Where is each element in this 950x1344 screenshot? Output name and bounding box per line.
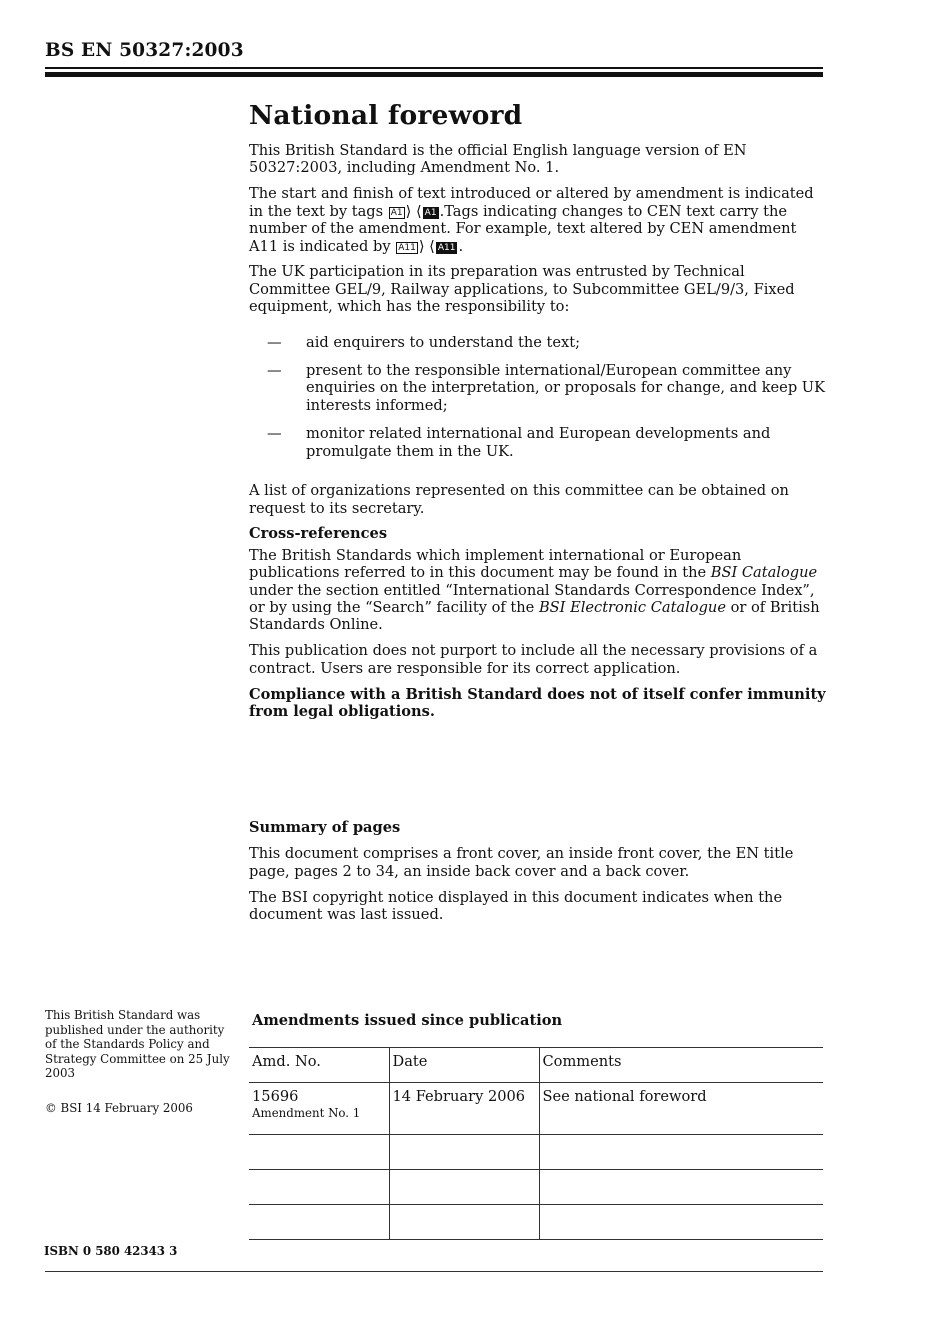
foreword-section bbox=[249, 100, 829, 729]
organizations-paragraph: A list of organizations represented on this committee can be obtained on request to its secretary. bbox=[249, 482, 789, 517]
intro-paragraph: This British Standard is the official English language version of EN 50327:2003, including Amendment No. 1. bbox=[249, 142, 747, 177]
document-code: BS EN 50327:2003 bbox=[45, 40, 244, 61]
crossref-text-c: under the section entitled “International Standards Correspondence Index”, or by using the “Search” facility of the bbox=[249, 581, 815, 617]
summary-heading: Summary of pages bbox=[249, 819, 401, 836]
summary-section bbox=[249, 819, 829, 932]
date-cell: 14 February 2006 bbox=[389, 1083, 539, 1135]
tags-text-middle: .Tags indicating changes to CEN text carry the number of the amendment. For example, text altered by CEN amendment A11 is indicated by bbox=[249, 202, 797, 255]
isbn: ISBN 0 580 42343 3 bbox=[44, 1244, 178, 1258]
contract-paragraph: This publication does not purport to include all the necessary provisions of a contract. Users are responsible for its correct application. bbox=[249, 642, 818, 677]
table-row bbox=[249, 1083, 823, 1135]
compliance-statement: Compliance with a British Standard does not of itself confer immunity from legal obligations. bbox=[249, 685, 826, 721]
empty-cell bbox=[539, 1135, 823, 1170]
column-header-date: Date bbox=[389, 1048, 539, 1083]
bsi-catalogue-title: BSI Catalogue bbox=[710, 564, 818, 582]
committee-paragraph: The UK participation in its preparation was entrusted by Technical Committee GEL/9, Railway applications, to Subcommittee GEL/9/3, Fixed equipment, which has the responsibility to: bbox=[249, 263, 795, 316]
empty-cell bbox=[539, 1205, 823, 1240]
amd-number: 15696 bbox=[252, 1088, 299, 1105]
responsibility-list bbox=[249, 334, 829, 460]
amendment-tags-paragraph: The start and finish of text introduced or altered by amendment is indicated in the text by tags A1 ⟩ ⟨ A1 .Tags indicating changes to CEN text carry the number of the amendment. For example, text altered by CEN amendment A11 is indicated by A11 ⟩ ⟨ A11 . bbox=[249, 185, 814, 255]
copyright-notice-paragraph: The BSI copyright notice displayed in this document indicates when the document was last issued. bbox=[249, 888, 783, 924]
cen-amendment-start-tag-icon: A11 bbox=[398, 242, 416, 253]
list-item bbox=[249, 362, 829, 414]
cen-amendment-end-tag-icon: A11 bbox=[437, 242, 456, 253]
column-header-comments: Comments bbox=[539, 1048, 823, 1083]
tags-text-before: The start and finish of text introduced or altered by amendment is indicated in the text by tags bbox=[249, 185, 814, 220]
empty-cell bbox=[539, 1170, 823, 1205]
list-item-text: monitor related international and European developments and promulgate them in the UK. bbox=[306, 425, 771, 460]
table-row bbox=[249, 1170, 823, 1205]
column-header-amd-no: Amd. No. bbox=[249, 1048, 389, 1083]
list-item bbox=[249, 334, 829, 351]
table-row bbox=[249, 1135, 823, 1170]
bsi-electronic-catalogue-title: BSI Electronic Catalogue bbox=[538, 599, 726, 617]
cross-references-paragraph bbox=[249, 547, 829, 634]
footer-rule bbox=[45, 1271, 823, 1272]
table-header-row bbox=[249, 1048, 823, 1083]
header-rule-thin bbox=[45, 67, 823, 69]
dash-marker: — bbox=[267, 362, 282, 380]
empty-cell bbox=[389, 1135, 539, 1170]
publication-note: This British Standard was published under the authority of the Standards Policy and Strategy Committee on 25 July 2003 bbox=[45, 1008, 230, 1080]
crossref-text-e: or of British Standards Online. bbox=[249, 599, 820, 634]
copyright-line: © BSI 14 February 2006 bbox=[45, 1101, 193, 1115]
amd-label: Amendment No. 1 bbox=[252, 1106, 361, 1120]
empty-cell bbox=[249, 1135, 389, 1170]
dash-marker: — bbox=[267, 425, 282, 443]
amendments-title: Amendments issued since publication bbox=[252, 1012, 563, 1029]
header-rule-thick bbox=[45, 72, 823, 77]
comments-cell: See national foreword bbox=[539, 1083, 823, 1135]
empty-cell bbox=[389, 1205, 539, 1240]
table-row bbox=[249, 1205, 823, 1240]
empty-cell bbox=[249, 1170, 389, 1205]
summary-paragraph: This document comprises a front cover, an inside front cover, the EN title page, pages 2 to 34, an inside back cover and a back cover. bbox=[249, 845, 794, 880]
crossref-text-a: The British Standards which implement international or European publications referred to in this document may be found in the bbox=[249, 546, 742, 582]
amendment-start-tag-icon: A1 bbox=[390, 207, 403, 218]
cross-references-heading: Cross-references bbox=[249, 525, 388, 543]
dash-marker: — bbox=[267, 333, 282, 351]
amd-no-cell bbox=[249, 1083, 389, 1135]
page-title: National foreword bbox=[249, 100, 523, 131]
list-item bbox=[249, 425, 829, 460]
empty-cell bbox=[249, 1205, 389, 1240]
list-item-text: aid enquirers to understand the text; bbox=[306, 333, 581, 351]
empty-cell bbox=[389, 1170, 539, 1205]
amendments-table bbox=[249, 1047, 823, 1240]
tags-text-end: . bbox=[458, 237, 464, 255]
list-item-text: present to the responsible international/European committee any enquiries on the interpretation, or proposals for change, and keep UK interests informed; bbox=[306, 362, 826, 414]
amendment-end-tag-icon: A1 bbox=[424, 207, 437, 218]
